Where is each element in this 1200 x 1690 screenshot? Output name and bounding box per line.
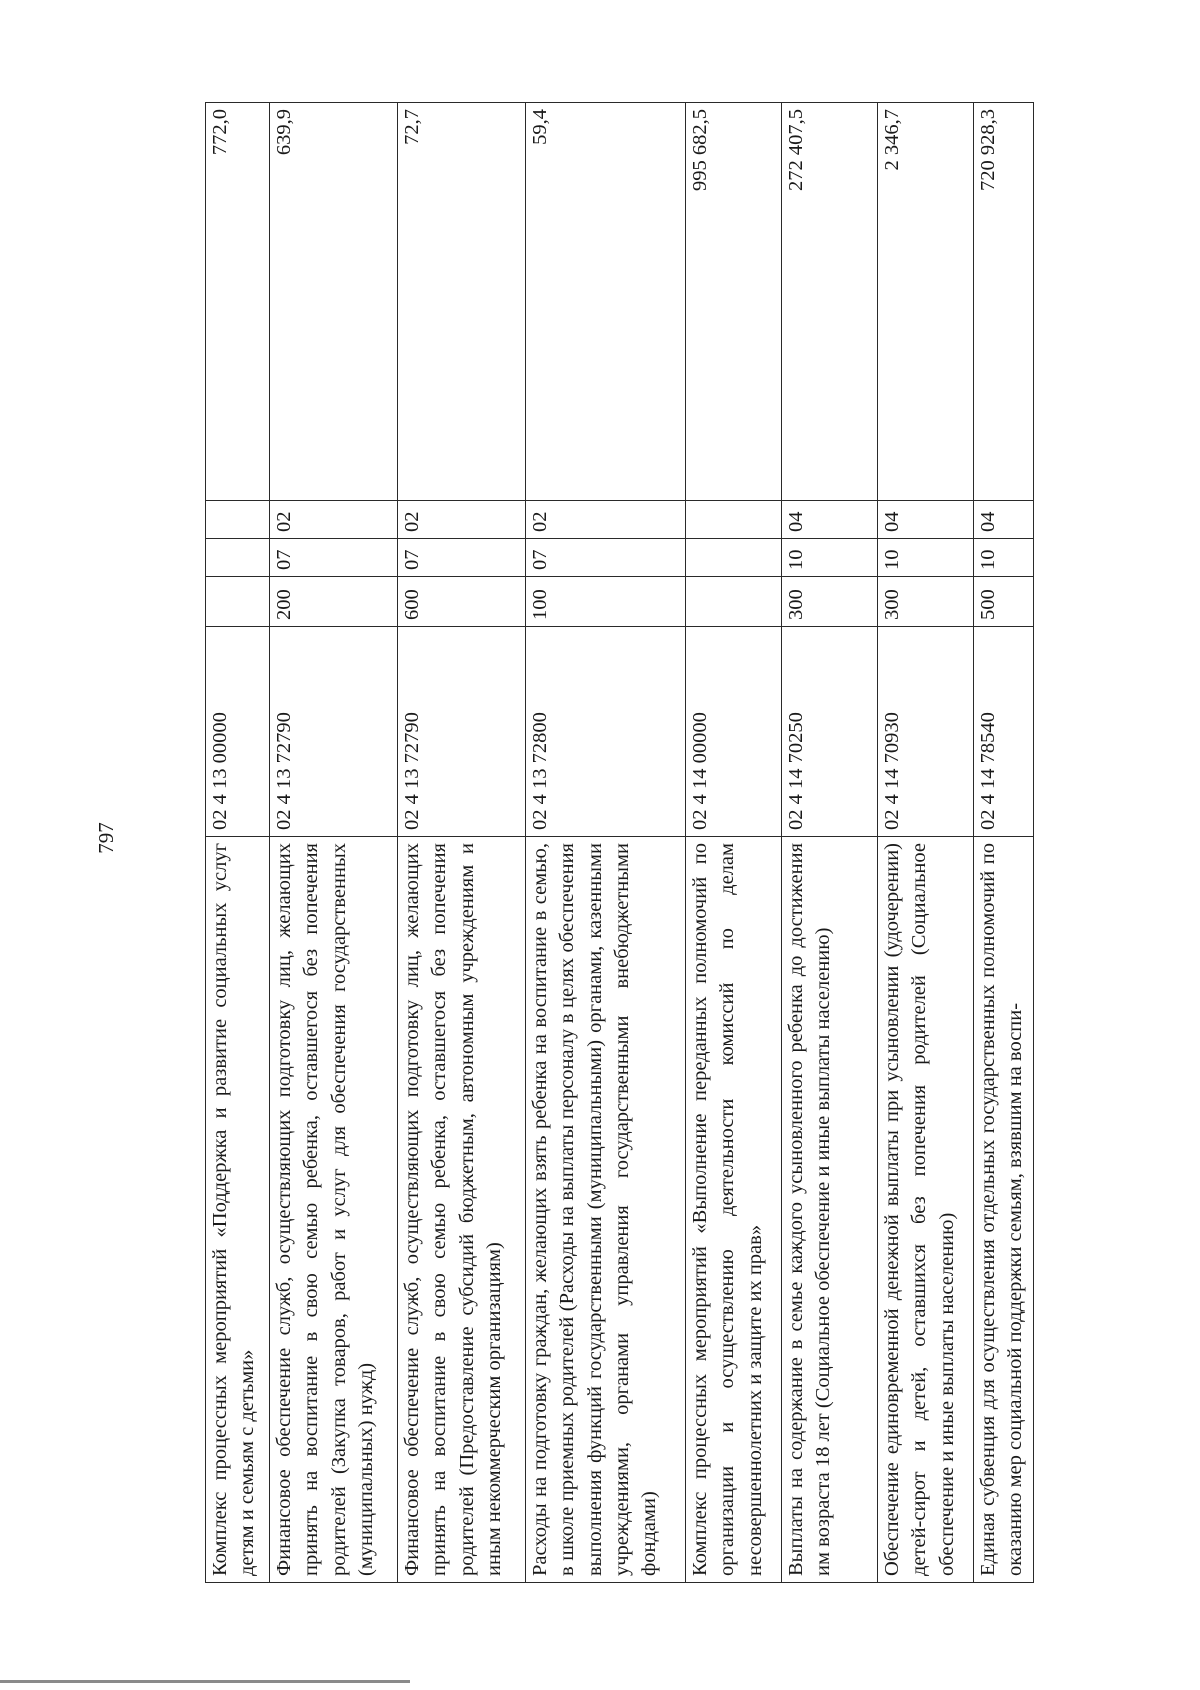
row-name-cell: Финансовое обеспечение служб, осуществляющих подготовку лиц, желающих принять на воспитание в свою семью ребенка, оставшегося без попечения родителей (Предоставление субсидий бюджетным, автономным учреждениям и иным некоммерческим организациям) xyxy=(398,837,526,1583)
subsection-cell: 02 xyxy=(270,501,398,539)
subsection-cell xyxy=(206,501,270,539)
amount-cell: 772,0 xyxy=(206,103,270,501)
row-name-cell: Комплекс процессных мероприятий «Поддержка и развитие социальных услуг детям и семьям с детьми» xyxy=(206,837,270,1583)
amount-cell: 72,7 xyxy=(398,103,526,501)
target-code-cell: 02 4 14 00000 xyxy=(686,627,782,837)
table-row xyxy=(878,103,974,1583)
subsection-cell: 04 xyxy=(974,501,1034,539)
table-row xyxy=(398,103,526,1583)
section-cell: 07 xyxy=(398,539,526,577)
expense-type-cell: 500 xyxy=(974,577,1034,627)
rotated-page-content xyxy=(205,103,1200,1583)
expense-type-cell: 200 xyxy=(270,577,398,627)
scan-edge-line xyxy=(0,1680,410,1683)
target-code-cell: 02 4 14 70930 xyxy=(878,627,974,837)
page-number: 797 xyxy=(94,822,118,854)
expense-type-cell: 300 xyxy=(878,577,974,627)
row-name-cell: Финансовое обеспечение служб, осуществляющих подготовку лиц, желающих принять на воспитание в свою семью ребенка, оставшегося без попечения родителей (Закупка товаров, работ и услуг для обеспечения государственных (муниципальных) нужд) xyxy=(270,837,398,1583)
target-code-cell: 02 4 13 72800 xyxy=(526,627,686,837)
section-cell: 07 xyxy=(526,539,686,577)
budget-table xyxy=(205,102,1034,1583)
section-cell: 10 xyxy=(878,539,974,577)
row-name-cell: Единая субвенция для осуществления отдельных государственных полномочий по оказанию мер социальной поддержки семьям, взявшим на воспи- xyxy=(974,837,1034,1583)
expense-type-cell xyxy=(686,577,782,627)
table-row xyxy=(270,103,398,1583)
table-row xyxy=(782,103,878,1583)
row-name-cell: Обеспечение единовременной денежной выплаты при усыновлении (удочерении) детей-сирот и детей, оставшихся без попечения родителей (Социальное обеспечение и иные выплаты населению) xyxy=(878,837,974,1583)
budget-table-body xyxy=(206,103,1034,1583)
expense-type-cell: 300 xyxy=(782,577,878,627)
row-name-cell: Расходы на подготовку граждан, желающих взять ребенка на воспитание в семью, в школе приемных родителей (Расходы на выплаты персоналу в целях обеспечения выполнения функций государственными (муниципальными) органами, казенными учреждениями, органами управления государственными внебюджетными фондами) xyxy=(526,837,686,1583)
table-row xyxy=(974,103,1034,1583)
table-row xyxy=(686,103,782,1583)
amount-cell: 995 682,5 xyxy=(686,103,782,501)
amount-cell: 720 928,3 xyxy=(974,103,1034,501)
target-code-cell: 02 4 13 72790 xyxy=(270,627,398,837)
expense-type-cell xyxy=(206,577,270,627)
row-name-cell: Комплекс процессных мероприятий «Выполнение переданных полномочий по организации и осуществлению деятельности комиссий по делам несовершеннолетних и защите их прав» xyxy=(686,837,782,1583)
subsection-cell: 04 xyxy=(878,501,974,539)
amount-cell: 272 407,5 xyxy=(782,103,878,501)
subsection-cell: 02 xyxy=(526,501,686,539)
table-row xyxy=(526,103,686,1583)
subsection-cell xyxy=(686,501,782,539)
expense-type-cell: 600 xyxy=(398,577,526,627)
target-code-cell: 02 4 13 00000 xyxy=(206,627,270,837)
section-cell: 07 xyxy=(270,539,398,577)
target-code-cell: 02 4 13 72790 xyxy=(398,627,526,837)
amount-cell: 2 346,7 xyxy=(878,103,974,501)
target-code-cell: 02 4 14 78540 xyxy=(974,627,1034,837)
section-cell: 10 xyxy=(782,539,878,577)
amount-cell: 639,9 xyxy=(270,103,398,501)
target-code-cell: 02 4 14 70250 xyxy=(782,627,878,837)
row-name-cell: Выплаты на содержание в семье каждого усыновленного ребенка до достижения им возраста 18 лет (Социальное обеспечение и иные выплаты населению) xyxy=(782,837,878,1583)
section-cell xyxy=(206,539,270,577)
expense-type-cell: 100 xyxy=(526,577,686,627)
table-row xyxy=(206,103,270,1583)
section-cell xyxy=(686,539,782,577)
section-cell: 10 xyxy=(974,539,1034,577)
amount-cell: 59,4 xyxy=(526,103,686,501)
subsection-cell: 02 xyxy=(398,501,526,539)
subsection-cell: 04 xyxy=(782,501,878,539)
